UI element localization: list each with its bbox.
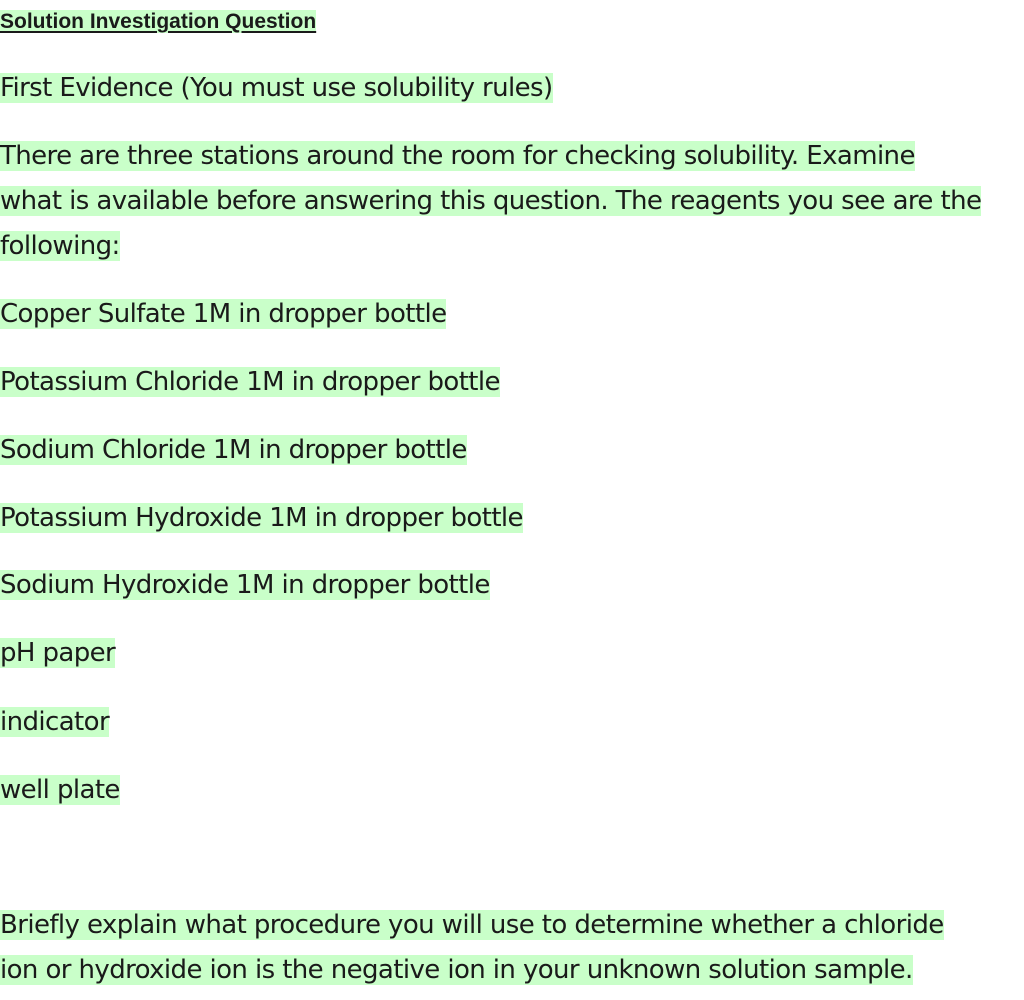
question-line-1 [0, 903, 944, 948]
question-line-2 [0, 948, 913, 993]
intro-line-1 [0, 134, 915, 179]
reagent-item [0, 496, 523, 541]
page-title-text: Solution Investigation Question [0, 10, 317, 33]
reagent-item [0, 428, 467, 473]
page-title [0, 8, 316, 36]
reagent-item [0, 563, 490, 608]
reagent-ph-paper: pH paper [0, 638, 116, 668]
intro-line-3 [0, 224, 120, 269]
first-evidence-text: First Evidence (You must use solubility rules) [0, 73, 553, 103]
intro-line-2 [0, 179, 981, 224]
reagent-item [0, 631, 115, 676]
first-evidence-heading [0, 66, 553, 111]
reagent-sodium-chloride: Sodium Chloride 1M in dropper bottle [0, 435, 467, 465]
reagent-copper-sulfate: Copper Sulfate 1M in dropper bottle [0, 299, 447, 329]
reagent-indicator: indicator [0, 707, 110, 737]
reagent-item [0, 768, 120, 813]
intro-line-1-text: There are three stations around the room for checking solubility. Examine [0, 141, 915, 171]
reagent-item [0, 292, 446, 337]
intro-line-3-text: following: [0, 231, 120, 261]
question-line-2-text: ion or hydroxide ion is the negative ion in your unknown solution sample. [0, 955, 913, 985]
intro-line-2-text: what is available before answering this question. The reagents you see are the [0, 186, 982, 216]
question-line-1-text: Briefly explain what procedure you will use to determine whether a chloride [0, 910, 944, 940]
reagent-potassium-hydroxide: Potassium Hydroxide 1M in dropper bottle [0, 503, 523, 533]
reagent-item [0, 700, 109, 745]
reagent-item [0, 360, 500, 405]
reagent-potassium-chloride: Potassium Chloride 1M in dropper bottle [0, 367, 500, 397]
reagent-sodium-hydroxide: Sodium Hydroxide 1M in dropper bottle [0, 570, 490, 600]
reagent-well-plate: well plate [0, 775, 120, 805]
